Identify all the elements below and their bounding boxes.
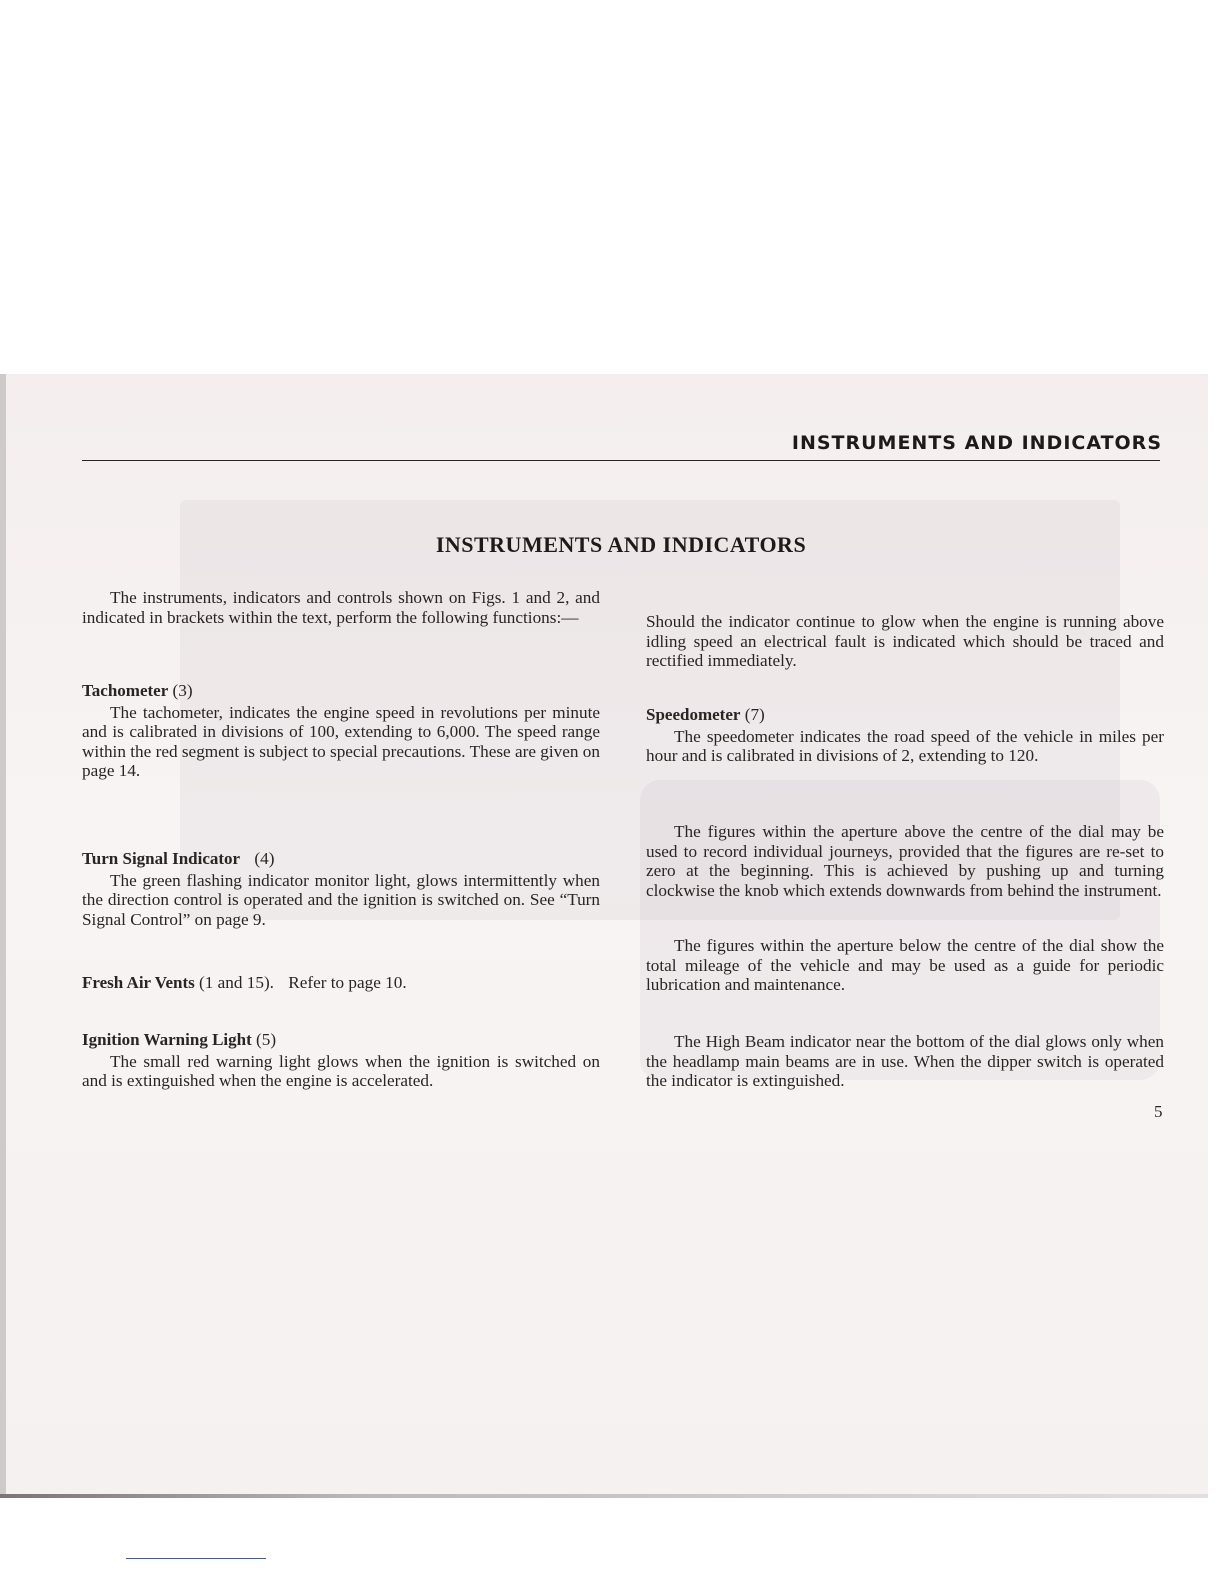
trip-figures-paragraph: The figures within the aperture above the centre of the dial may be used to record individual journeys, provided that the figures are re-set to zero at the beginning. This is achieved by pushing up and turning clockwise the knob which extends downwards from behind the instrument. [646,822,1164,900]
speedometer-section [646,705,1164,766]
turn-signal-heading-line [82,849,600,869]
speedometer-ref: (7) [744,705,765,724]
page-number: 5 [1154,1102,1163,1121]
right-column [646,0,1164,1584]
intro-block [82,588,600,627]
tachometer-ref: (3) [172,681,193,700]
running-head: INSTRUMENTS AND INDICATORS [791,432,1162,454]
speedometer-heading: Speedometer [646,705,741,724]
speedometer-body: The speedometer indicates the road speed of the vehicle in miles per hour and is calibrated in divisions of 2, extending to 120. [646,726,1164,766]
tachometer-body: The tachometer, indicates the engine speed in revolutions per minute and is calibrated in divisions of 100, extending to 6,000. The speed range within the red segment is subject to special precautions. These are given on page 14. [82,702,600,781]
trip-figures-block [646,822,1164,900]
turn-signal-heading: Turn Signal Indicator [82,849,241,868]
ignition-heading-line [82,1030,600,1050]
turn-signal-section [82,849,600,929]
high-beam-paragraph: The High Beam indicator near the bottom of the dial glows only when the headlamp main beams are in use. When the dipper switch is operated the indicator is extinguished. [646,1032,1164,1091]
tachometer-section [82,681,600,781]
fresh-air-section [82,973,600,993]
tachometer-heading-line [82,681,600,701]
total-mileage-paragraph: The figures within the aperture below the centre of the dial show the total mileage of the vehicle and may be used as a guide for periodic lubrication and maintenance. [646,936,1164,995]
left-column [82,0,600,1584]
speedometer-heading-line [646,705,1164,725]
total-mileage-block [646,936,1164,995]
turn-signal-ref: (4) [254,849,275,868]
ignition-body: The small red warning light glows when the ignition is switched on and is extinguished when the engine is accelerated. [82,1051,600,1091]
ignition-heading: Ignition Warning Light [82,1030,252,1049]
intro-paragraph: The instruments, indicators and controls shown on Figs. 1 and 2, and indicated in brackets within the text, perform the following functions:— [82,588,600,627]
fresh-air-ref: (1 and 15). [199,973,274,992]
fresh-air-heading: Fresh Air Vents [82,973,195,992]
page-title: INSTRUMENTS AND INDICATORS [435,532,807,557]
continuation-block [646,612,1164,671]
high-beam-block [646,1032,1164,1091]
turn-signal-body: The green flashing indicator monitor light, glows intermittently when the direction control is operated and the ignition is switched on. See “Turn Signal Control” on page 9. [82,870,600,929]
fresh-air-text: Refer to page 10. [288,973,407,992]
ignition-section [82,1030,600,1091]
tachometer-heading: Tachometer [82,681,169,700]
ignition-ref: (5) [256,1030,277,1049]
continuation-paragraph: Should the indicator continue to glow when the engine is running above idling speed an electrical fault is indicated which should be traced and rectified immediately. [646,612,1164,671]
link-underline [126,1558,266,1559]
